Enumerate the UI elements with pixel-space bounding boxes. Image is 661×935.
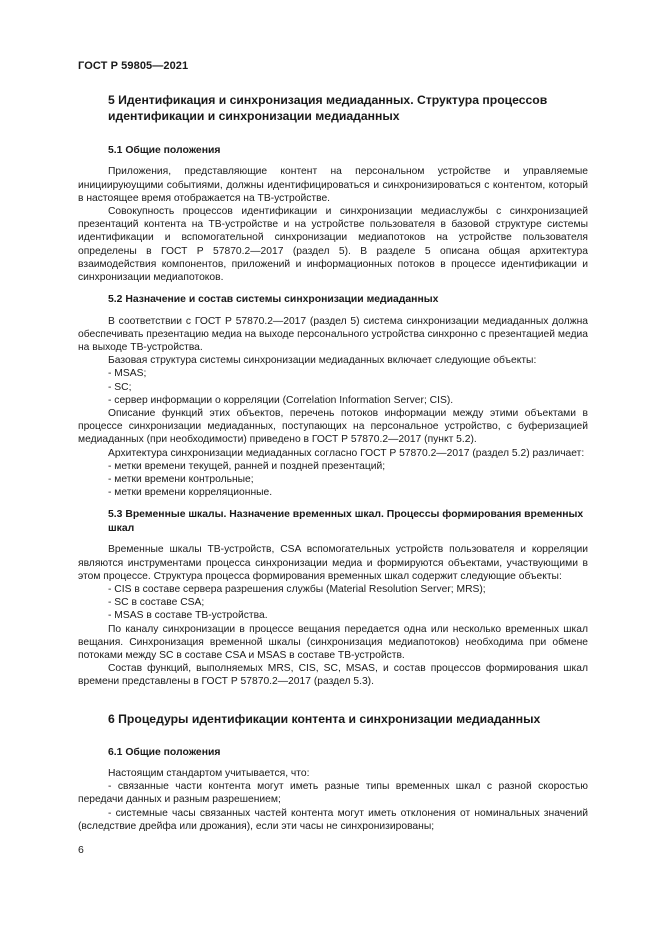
section-6-title: 6 Процедуры идентификации контента и синхронизации медиаданных [108, 711, 541, 726]
paragraph: Состав функций, выполняемых MRS, CIS, SC, MSAS, и состав процессов формирования шкал времени представлены в ГОСТ Р 57870.2—2017 (раздел 5.3). [78, 663, 588, 688]
list-item: - MSAS; [108, 368, 147, 380]
page-number: 6 [78, 844, 84, 856]
section-5-title: 5 Идентификация и синхронизация медиаданных. Структура процессов идентификации и синхронизации медиаданных [108, 93, 548, 123]
list-item: - сервер информации о корреляции (Correlation Information Server; CIS). [108, 394, 454, 406]
subsection-5-2-title: 5.2 Назначение и состав системы синхронизации медиаданных [108, 294, 439, 306]
list-item: - SC; [108, 381, 132, 393]
paragraph: Описание функций этих объектов, перечень потоков информации между этими объектами в процессе синхронизации медиаданных, поступающих на персональное устройство, с буферизацией медиаданных (при необходимости) приведено в ГОСТ Р 57870.2—2017 (пункт 5.2). [78, 408, 588, 446]
subsection-6-1-title: 6.1 Общие положения [108, 746, 221, 758]
paragraph: Настоящим стандартом учитывается, что: [108, 767, 310, 779]
paragraph: Временные шкалы ТВ-устройств, CSA вспомогательных устройств пользователя и корреляции являются инструментами процесса синхронизации медиа и формируются объектами, участвующими в этом процессе. Структура процесса формирования временных шкал содержит следующие объекты: [78, 544, 588, 582]
list-item: - CIS в составе сервера разрешения службы (Material Resolution Server; MRS); [108, 583, 486, 595]
list-item: - метки времени текущей, ранней и поздней презентаций; [108, 460, 386, 472]
paragraph: Приложения, представляющие контент на персональном устройстве и управляемые инициируюущими событиями, должны идентифицироваться и синхронизироваться с контентом, который в настоящее время отображается на ТВ-устройстве. [78, 166, 588, 204]
list-item: - системные часы связанных частей контента могут иметь отклонения от номинальных значений (вследствие дрейфа или дрожания), если эти часы не синхронизированы; [78, 807, 588, 832]
list-item: - SC в составе CSA; [108, 597, 205, 609]
paragraph: По каналу синхронизации в процессе вещания передается одна или несколько временных шкал вещания. Синхронизация временной шкалы (синхронизация медиапотоков) необходима при обмене потоками между SC в составе CSA и MSAS в составе ТВ-устройств. [78, 623, 588, 661]
paragraph: Базовая структура системы синхронизации медиаданных включает следующие объекты: [108, 355, 537, 367]
subsection-5-1-title: 5.1 Общие положения [108, 145, 221, 156]
list-item: - MSAS в составе ТВ-устройства. [108, 610, 268, 622]
paragraph: Совокупность процессов идентификации и синхронизации медиаслужбы с синхронизацией презентаций контента на ТВ-устройстве и на устройстве пользователя в базовой структуре системы идентификации и вспомогательной синхронизации медиапотоков на устройстве пользователя определены в ГОСТ Р 57870.2—2017 (раздел 5). В разделе 5 описана общая архитектура взаимодействия компонентов, приложений и информационных потоков в процессе идентификации и синхронизации медиапотоков. [78, 206, 588, 284]
paragraph: Архитектура синхронизации медиаданных согласно ГОСТ Р 57870.2—2017 (раздел 5.2) различает: [108, 447, 585, 459]
list-item: - метки времени контрольные; [108, 474, 254, 486]
standard-header: ГОСТ Р 59805—2021 [78, 60, 189, 72]
page-content [78, 92, 588, 833]
paragraph: В соответствии с ГОСТ Р 57870.2—2017 (раздел 5) система синхронизации медиаданных должна обеспечивать презентацию медиа на выходе персонального устройства синхронно с презентацией медиа на выходе ТВ-устройства. [78, 315, 588, 354]
subsection-5-3-title: 5.3 Временные шкалы. Назначение временных шкал. Процессы формирования временных шкал [108, 509, 584, 534]
list-item: - метки времени корреляционные. [108, 487, 273, 499]
list-item: - связанные части контента могут иметь разные типы временных шкал с разной скоростью передачи данных и разным разрешением; [78, 781, 588, 806]
